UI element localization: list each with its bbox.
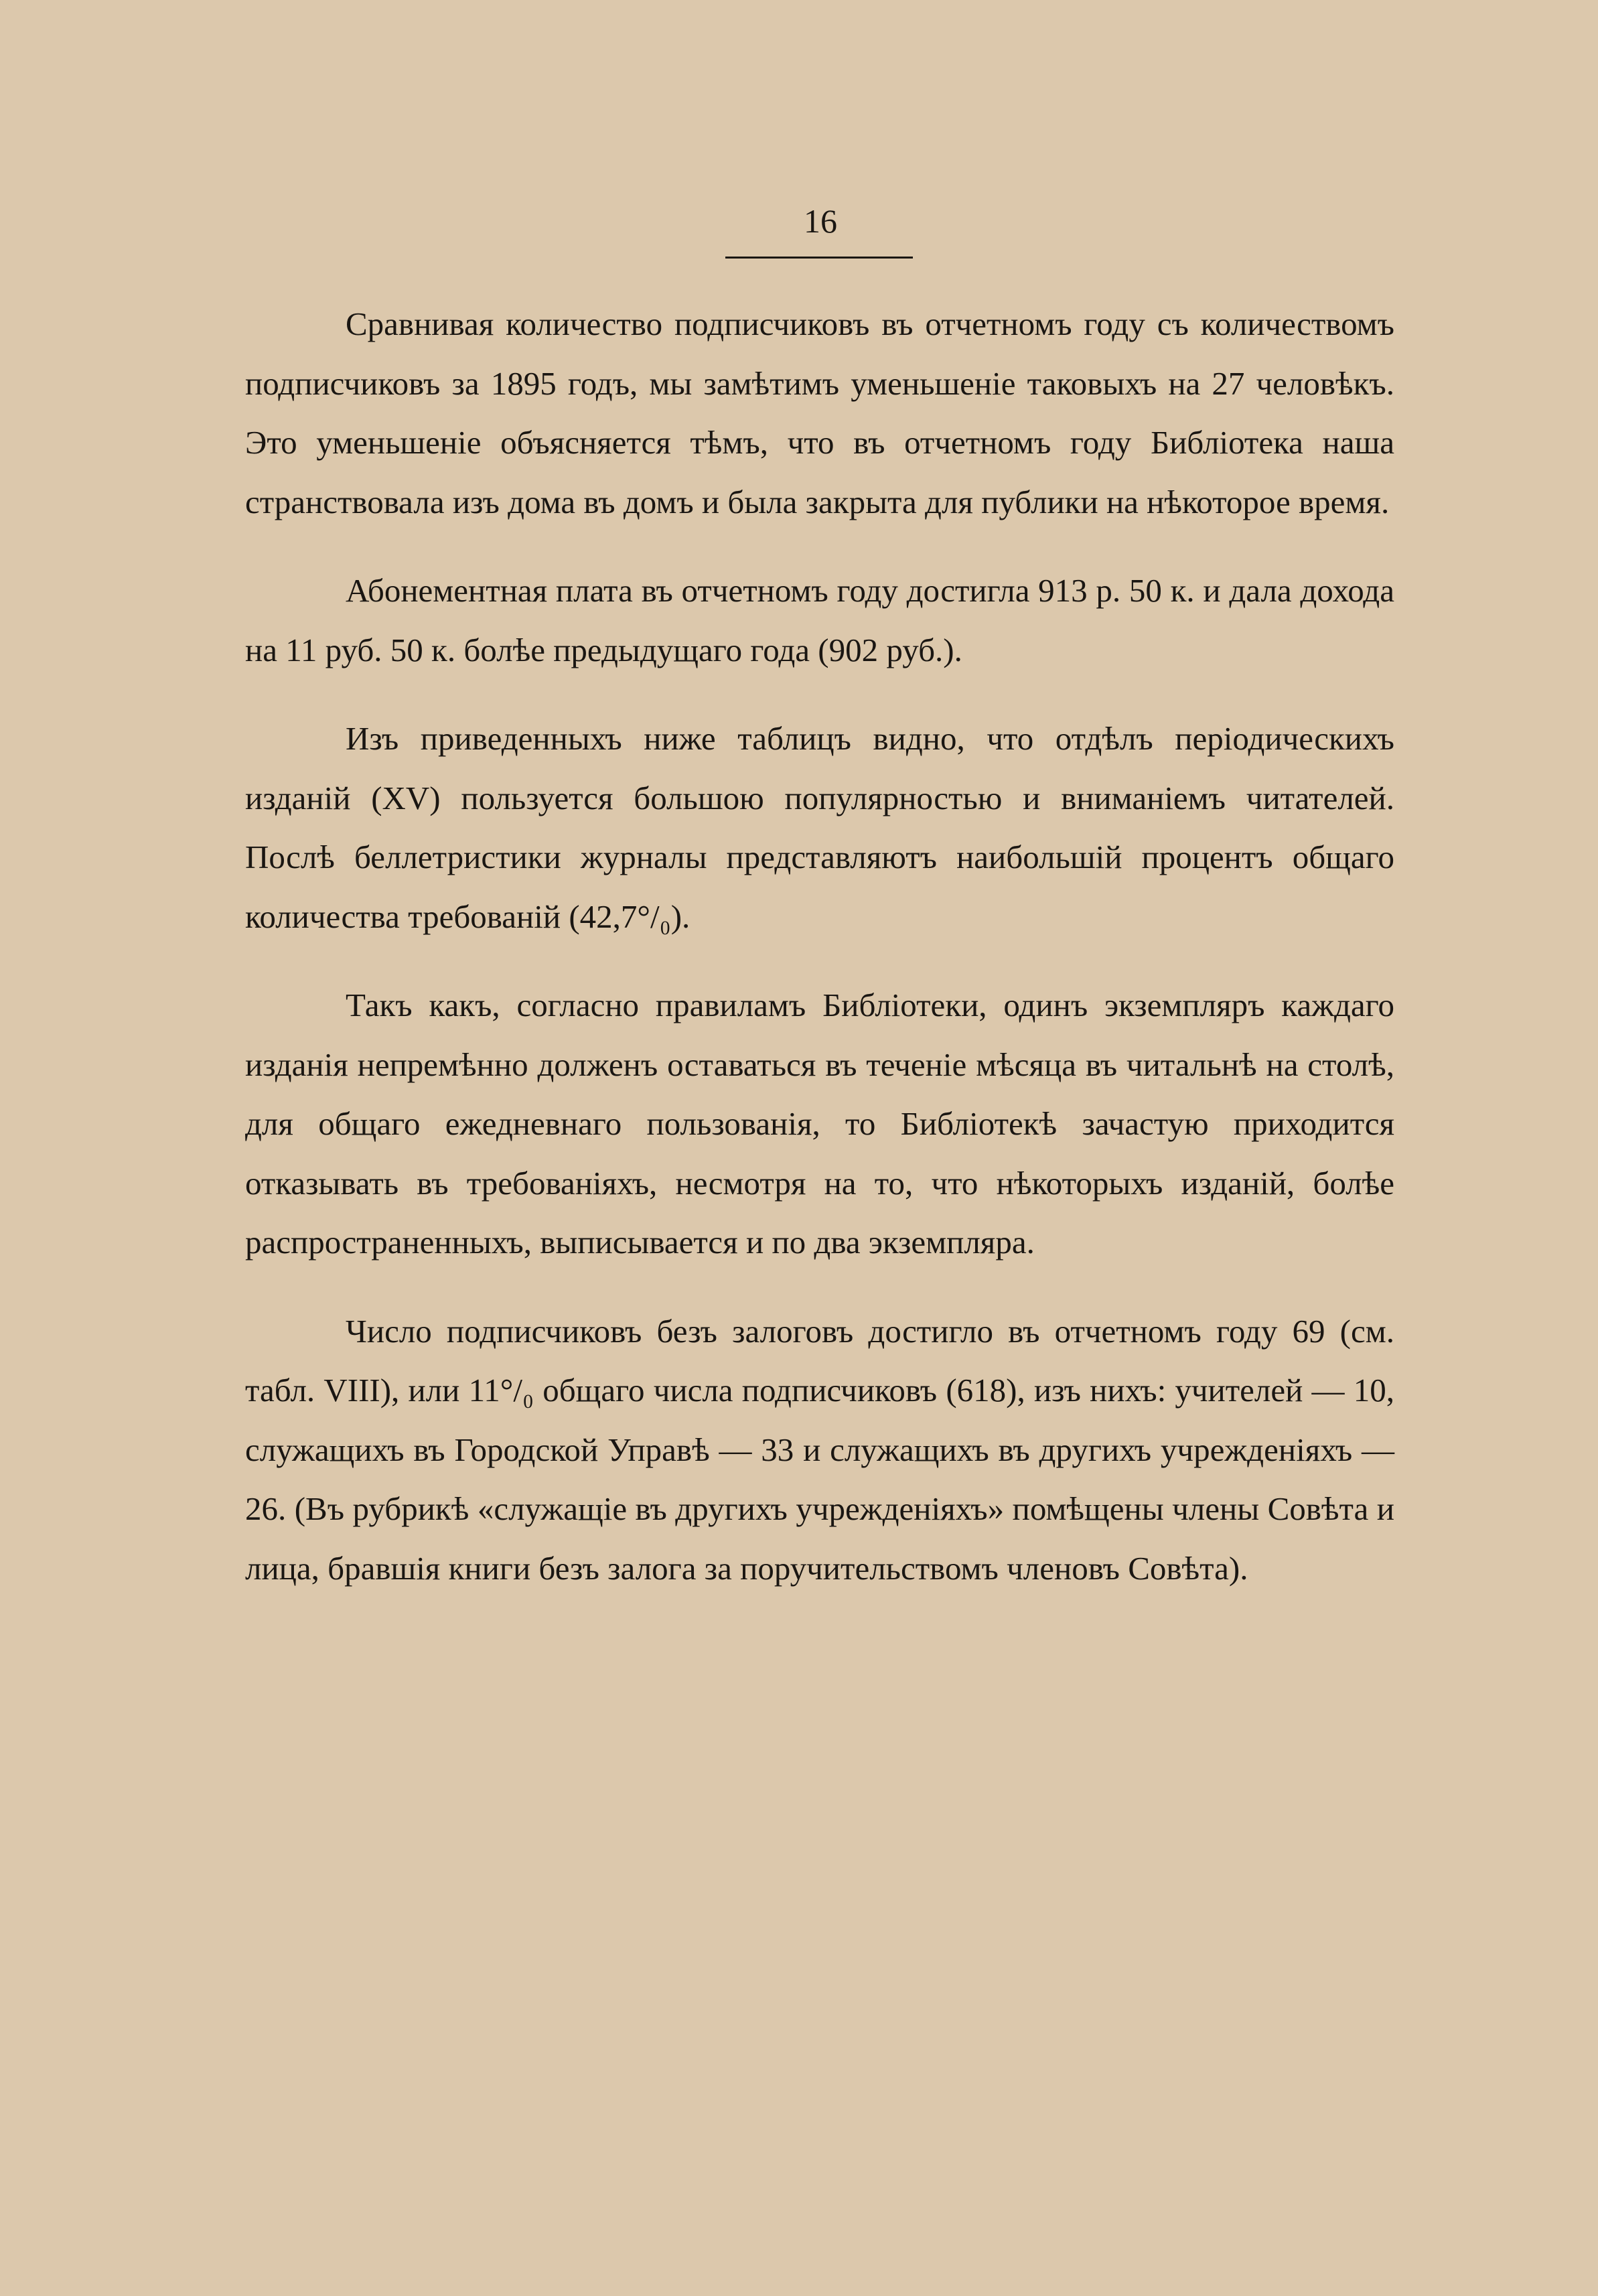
page-number: 16 — [804, 202, 837, 240]
paragraph-reading-room-copies: Такъ какъ, согласно правиламъ Библіотеки, одинъ экземпляръ каждаго изданія непремѣнно долженъ оставаться въ теченіе мѣсяца въ читальнѣ на столѣ, для общаго ежедневнаго пользованія, то Библіотекѣ зачастую приходится отказывать въ требованіяхъ, несмотря на то, что нѣкоторыхъ изданій, болѣе распространенныхъ, выписывается и по два экземпляра. — [245, 987, 1394, 1261]
paragraph-periodicals: Изъ приведенныхъ ниже таблицъ видно, что отдѣлъ періодическихъ изданій (XV) пользуется большою популярностью и вниманіемъ читателей. Послѣ беллетристики журналы представляютъ наибольшій процентъ общаго количества требованій (42,7°/₀). — [245, 720, 1394, 935]
header-rule — [725, 257, 913, 259]
paragraph-subscriber-comparison: Сравнивая количество подписчиковъ въ отчетномъ году съ количествомъ подписчиковъ за 1895 годъ, мы замѣтимъ уменьшеніе таковыхъ на 27 человѣкъ. Это уменьшеніе объясняется тѣмъ, что въ отчетномъ году Библіотека наша странствовала изъ дома въ домъ и была закрыта для публики на нѣкоторое время. — [245, 305, 1394, 520]
paragraph-subscription-fee: Абонементная плата въ отчетномъ году достигла 913 р. 50 к. и дала дохода на 11 руб. 50 к. болѣе предыдущаго года (902 руб.). — [245, 572, 1394, 668]
paragraph-subscribers-without-deposit: Число подписчиковъ безъ залоговъ достигло въ отчетномъ году 69 (см. табл. VIII), или 11°/₀ общаго числа подписчиковъ (618), изъ нихъ: учителей — 10, служащихъ въ Городской Управѣ — 33 и служащихъ въ другихъ учрежденіяхъ — 26. (Въ рубрикѣ «служащіе въ другихъ учрежденіяхъ» помѣщены члены Совѣта и лица, бравшія книги безъ залога за поручительствомъ членовъ Совѣта). — [245, 1312, 1394, 1587]
body-text — [245, 295, 1394, 1598]
